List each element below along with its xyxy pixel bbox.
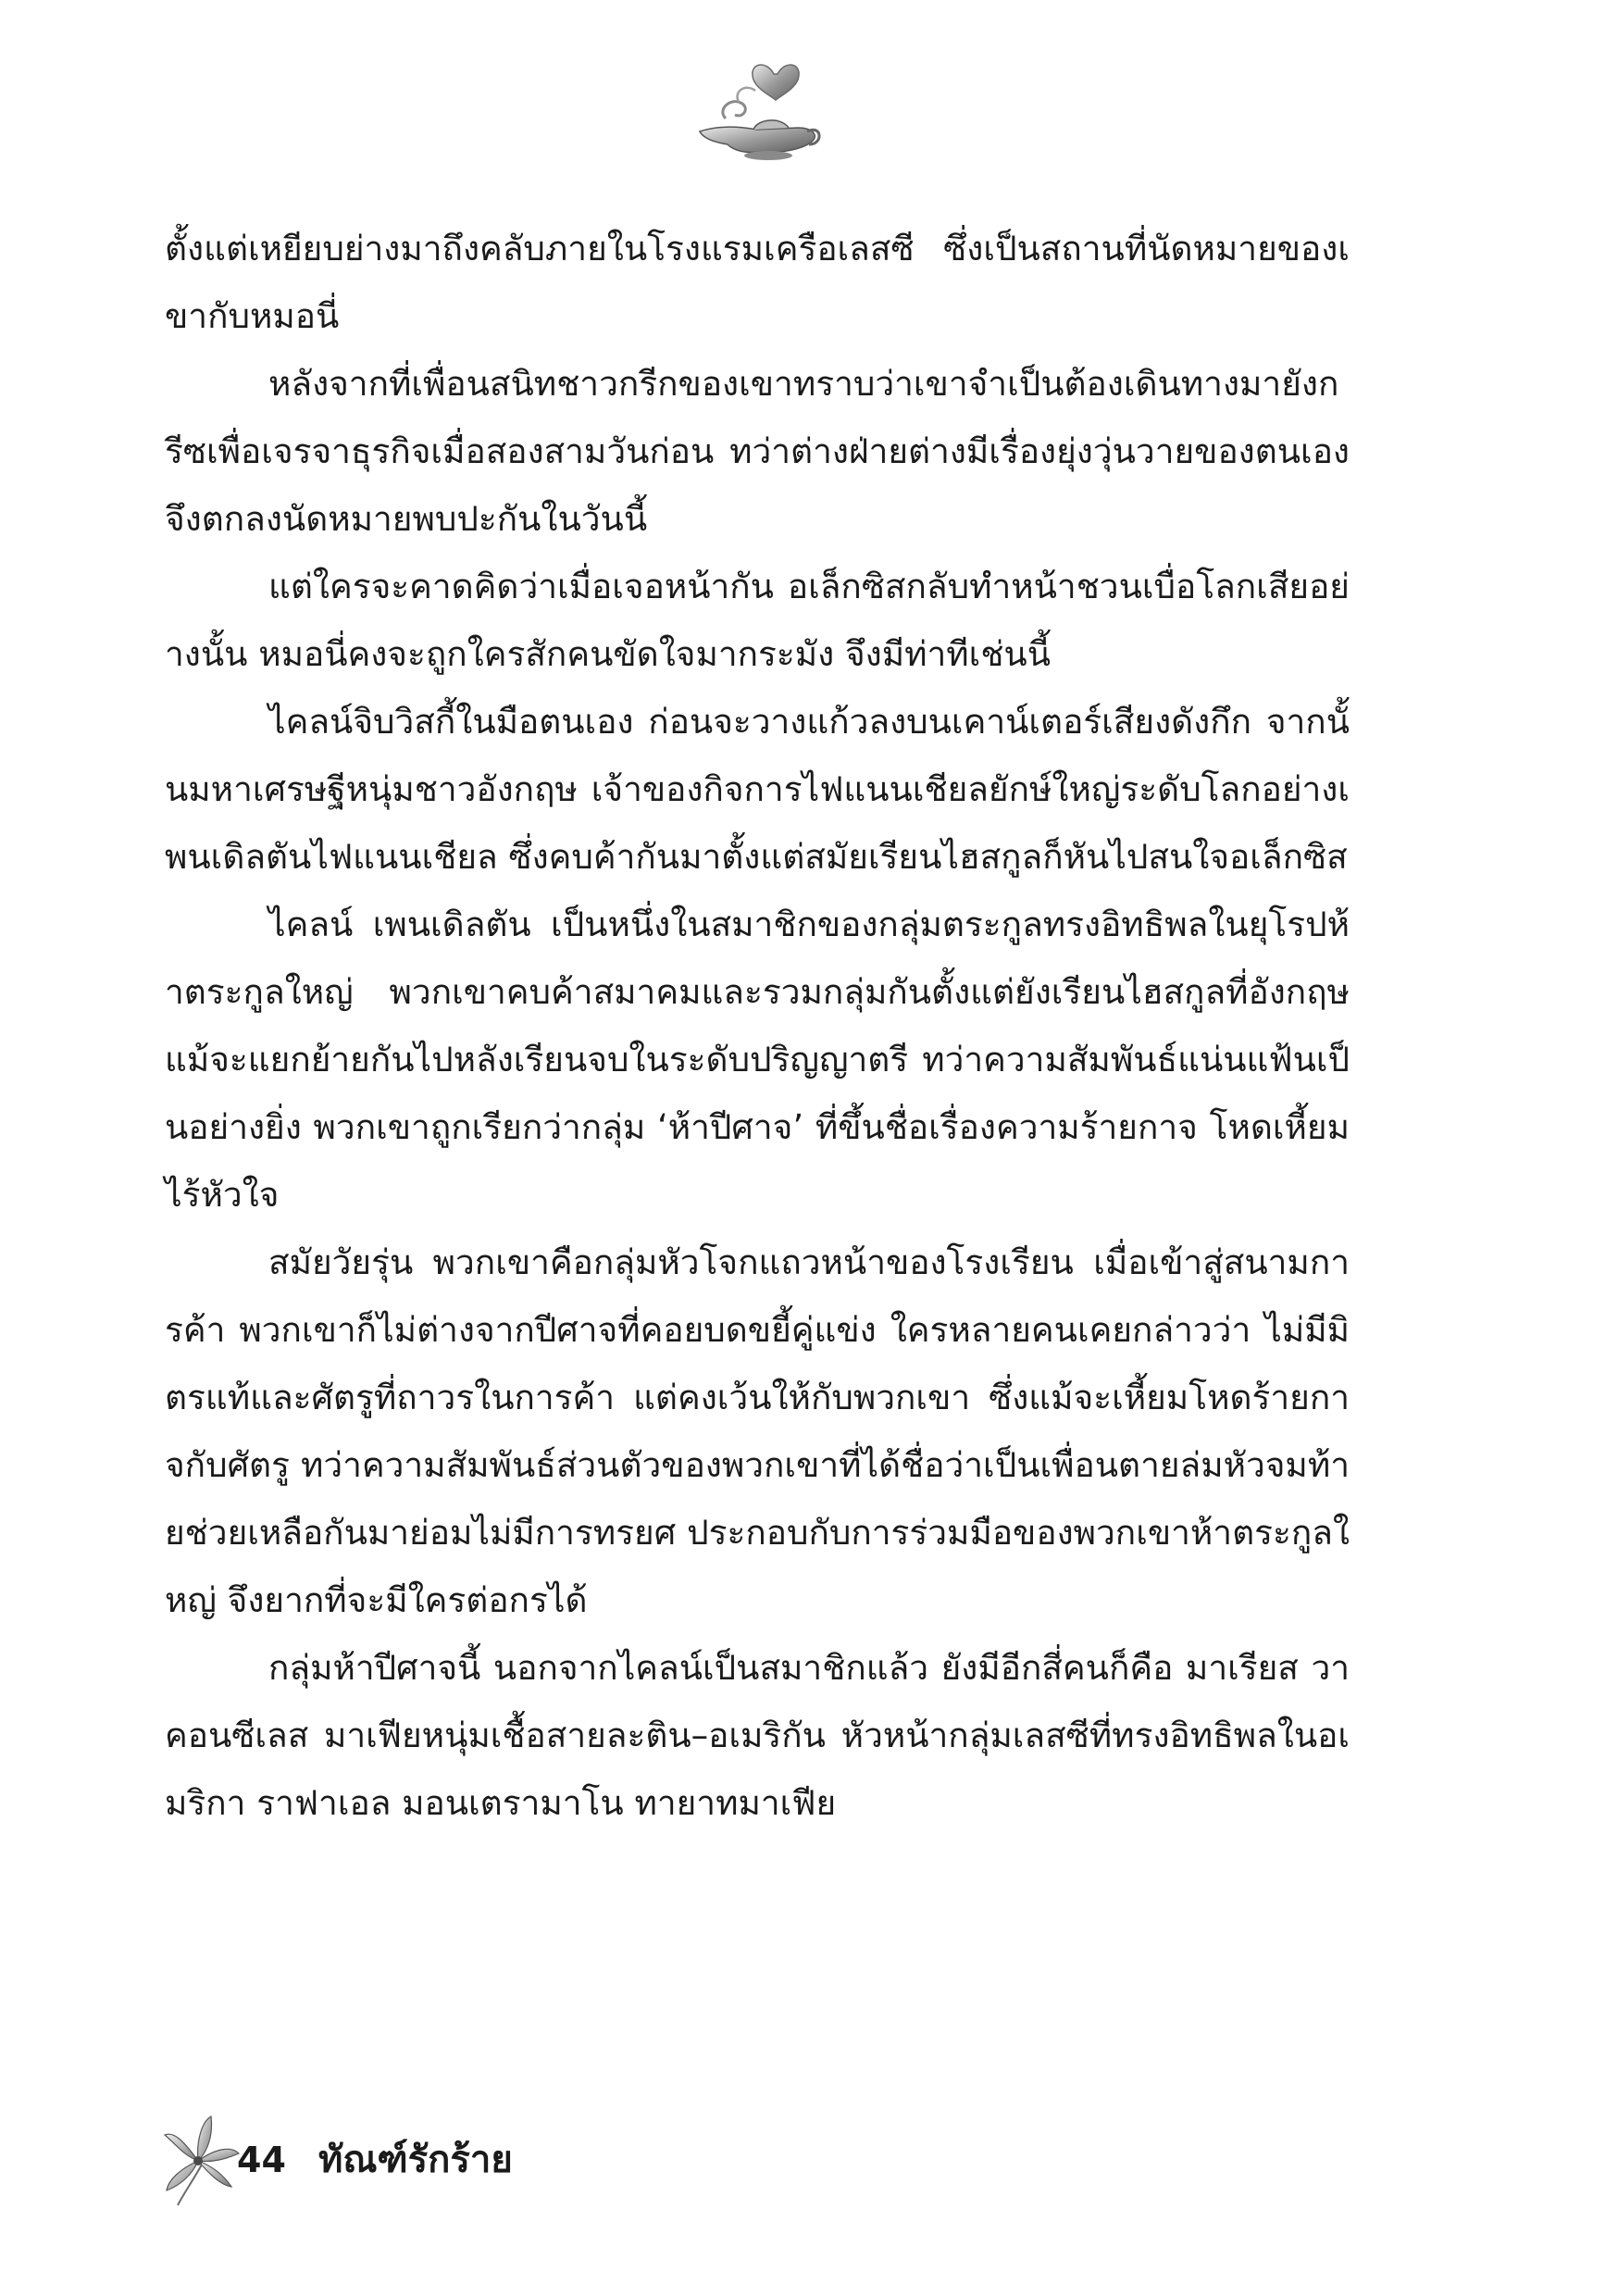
paragraph: หลังจากที่เพื่อนสนิทชาวกรีกของเขาทราบว่าเขาจำเป็นต้องเดินทางมายังกรีซเพื่อเจรจาธุรกิจเมื่อสองสามวันก่อน ทว่าต่างฝ่ายต่างมีเรื่องยุ่งวุ่นวายของตนเอง จึงตกลงนัดหมายพบปะกันในวันนี้	[165, 364, 1350, 539]
paragraph: แต่ใครจะคาดคิดว่าเมื่อเจอหน้ากัน อเล็กซิสกลับทำหน้าชวนเบื่อโลกเสียอย่างนั้น หมอนี่คงจะถูกใครสักคนขัดใจมากระมัง จึงมีท่าทีเช่นนี้	[165, 567, 1350, 674]
lamp-heart-icon	[689, 54, 828, 163]
body-text	[165, 215, 1350, 1837]
paragraph: ไคลน์ เพนเดิลตัน เป็นหนึ่งในสมาชิกของกลุ่มตระกูลทรงอิทธิพลในยุโรปห้าตระกูลใหญ่ พวกเขาคบค้าสมาคมและรวมกลุ่มกันตั้งแต่ยังเรียนไฮสกูลที่อังกฤษ แม้จะแยกย้ายกันไปหลังเรียนจบในระดับปริญญาตรี ทว่าความสัมพันธ์แน่นแฟ้นเป็นอย่างยิ่ง พวกเขาถูกเรียกว่ากลุ่ม ‘ห้าปีศาจ’ ที่ขึ้นชื่อเรื่องความร้ายกาจ โหดเหี้ยม ไร้หัวใจ	[165, 905, 1350, 1215]
paragraph: กลุ่มห้าปีศาจนี้ นอกจากไคลน์เป็นสมาชิกแล้ว ยังมีอีกสี่คนก็คือ มาเรียส วาคอนซีเลส มาเฟียหนุ่มเชื้อสายละติน–อเมริกัน หัวหน้ากลุ่มเลสซีที่ทรงอิทธิพลในอเมริกา ราฟาเอล มอนเตรามาโน ทายาทมาเฟีย	[165, 1648, 1350, 1823]
lily-flower-icon	[156, 2113, 244, 2207]
paragraph: ไคลน์จิบวิสกี้ในมือตนเอง ก่อนจะวางแก้วลงบนเคาน์เตอร์เสียงดังกึก จากนั้นมหาเศรษฐีหนุ่มชาวอังกฤษ เจ้าของกิจการไฟแนนเชียลยักษ์ใหญ่ระดับโลกอย่างเพนเดิลตันไฟแนนเชียล ซึ่งคบค้ากันมาตั้งแต่สมัยเรียนไฮสกูลก็หันไปสนใจอเล็กซิส	[165, 702, 1350, 877]
page-footer	[156, 2113, 711, 2215]
book-title: ทัณฑ์รักร้าย	[318, 2139, 513, 2181]
page-number: 44	[237, 2140, 286, 2180]
paragraph: ตั้งแต่เหยียบย่างมาถึงคลับภายในโรงแรมเครือเลสซี ซึ่งเป็นสถานที่นัดหมายของเขากับหมอนี่	[165, 229, 1350, 336]
paragraph: สมัยวัยรุ่น พวกเขาคือกลุ่มหัวโจกแถวหน้าของโรงเรียน เมื่อเข้าสู่สนามการค้า พวกเขาก็ไม่ต่างจากปีศาจที่คอยบดขยี้คู่แข่ง ใครหลายคนเคยกล่าวว่า ไม่มีมิตรแท้และศัตรูที่ถาวรในการค้า แต่คงเว้นให้กับพวกเขา ซึ่งแม้จะเหี้ยมโหดร้ายกาจกับศัตรู ทว่าความสัมพันธ์ส่วนตัวของพวกเขาที่ได้ชื่อว่าเป็นเพื่อนตายล่มหัวจมท้ายช่วยเหลือกันมาย่อมไม่มีการทรยศ ประกอบกับการร่วมมือของพวกเขาห้าตระกูลใหญ่ จึงยากที่จะมีใครต่อกรได้	[165, 1242, 1350, 1620]
